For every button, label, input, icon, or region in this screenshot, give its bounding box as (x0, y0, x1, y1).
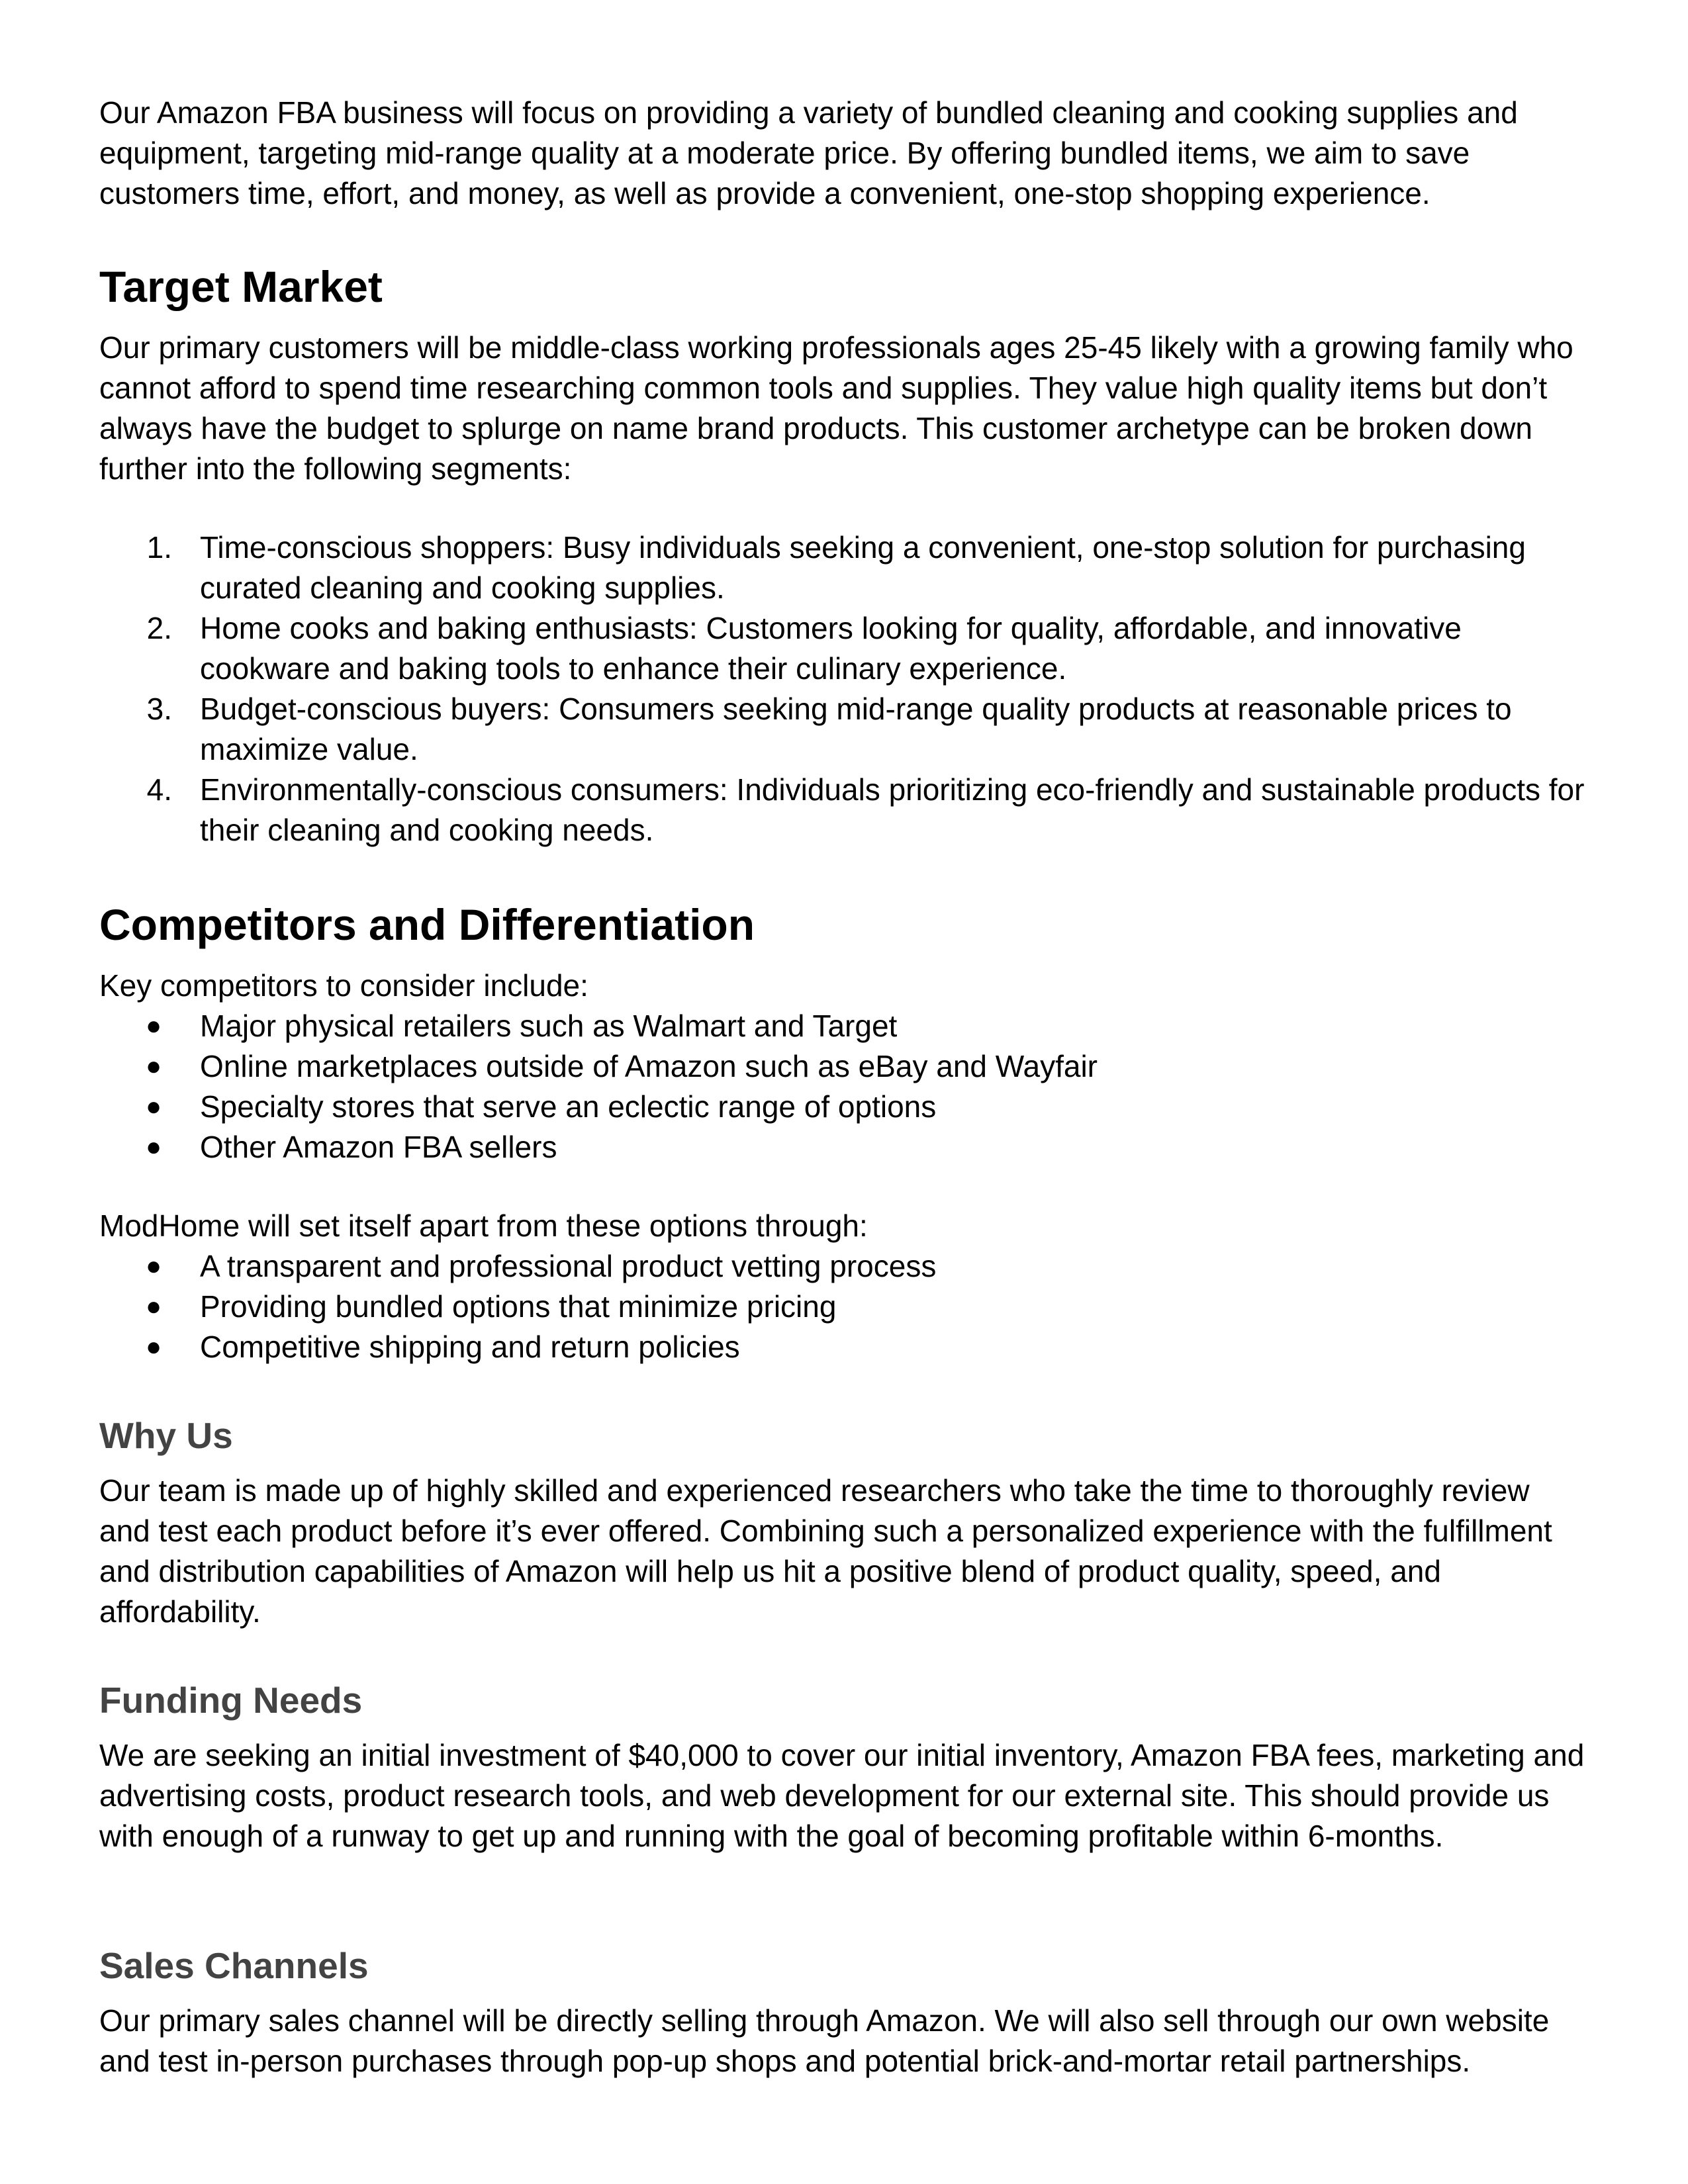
list-item-text: Online marketplaces outside of Amazon such as eBay and Wayfair (200, 1049, 1098, 1083)
list-number: 4. (146, 772, 172, 807)
list-item-text: Major physical retailers such as Walmart and Target (200, 1009, 898, 1043)
bullet-icon: ● (146, 1052, 162, 1081)
funding-needs-heading: Funding Needs (99, 1680, 363, 1721)
sales-channels-paragraph: Our primary sales channel will be directly selling through Amazon. We will also sell through our own website and test in-person purchases through pop-up shops and potential brick-and-mortar retail partnerships. (99, 2003, 1550, 2078)
list-number: 2. (146, 611, 172, 645)
list-item-text: Competitive shipping and return policies (200, 1330, 740, 1364)
list-item-text: Providing bundled options that minimize pricing (200, 1289, 837, 1324)
competitors-intro: Key competitors to consider include: (99, 968, 588, 1003)
list-item-text: Environmentally-conscious consumers: Individuals prioritizing eco-friendly and sustainable products for their cleaning and cooking needs. (200, 772, 1585, 847)
document-page (99, 93, 1589, 2081)
list-item (99, 770, 1589, 850)
list-item-text: Home cooks and baking enthusiasts: Customers looking for quality, affordable, and innovative cookware and baking tools to enhance their culinary experience. (200, 611, 1462, 686)
list-item (99, 1287, 1589, 1327)
list-item-text: Budget-conscious buyers: Consumers seeking mid-range quality products at reasonable prices to maximize value. (200, 692, 1512, 766)
list-number: 1. (146, 530, 172, 565)
funding-needs-paragraph: We are seeking an initial investment of $40,000 to cover our initial inventory, Amazon FBA fees, marketing and advertising costs, product research tools, and web development for our external site. This should provide us with enough of a runway to get up and running with the goal of becoming profitable within 6-months. (99, 1738, 1585, 1853)
intro-paragraph: Our Amazon FBA business will focus on providing a variety of bundled cleaning and cooking supplies and equipment, targeting mid-range quality at a moderate price. By offering bundled items, we aim to save customers time, effort, and money, as well as provide a convenient, one-stop shopping experience. (99, 95, 1518, 210)
bullet-icon: ● (146, 1251, 162, 1281)
list-item (99, 608, 1589, 689)
list-item (99, 689, 1589, 770)
bullet-icon: ● (146, 1092, 162, 1121)
bullet-icon: ● (146, 1332, 162, 1361)
bullet-icon: ● (146, 1011, 162, 1040)
list-item (99, 1006, 1589, 1046)
list-item (99, 1087, 1589, 1127)
competitors-list (99, 1006, 1589, 1167)
list-item (99, 1046, 1589, 1087)
segments-list (99, 527, 1589, 850)
competitors-heading: Competitors and Differentiation (99, 900, 755, 949)
why-us-paragraph: Our team is made up of highly skilled and experienced researchers who take the time to thoroughly review and test each product before it’s ever offered. Combining such a personalized experience with the fulfillment and distribution capabilities of Amazon will help us hit a positive blend of product quality, speed, and affordability. (99, 1473, 1552, 1629)
target-market-heading: Target Market (99, 262, 383, 311)
list-item (99, 1327, 1589, 1367)
list-item-text: A transparent and professional product vetting process (200, 1249, 937, 1283)
list-item (99, 1246, 1589, 1287)
list-item (99, 527, 1589, 608)
differentiators-list (99, 1246, 1589, 1367)
list-item-text: Time-conscious shoppers: Busy individuals seeking a convenient, one-stop solution for purchasing curated cleaning and cooking supplies. (200, 530, 1526, 605)
differentiation-intro: ModHome will set itself apart from these options through: (99, 1208, 868, 1243)
why-us-heading: Why Us (99, 1415, 233, 1456)
list-item-text: Specialty stores that serve an eclectic range of options (200, 1089, 937, 1124)
bullet-icon: ● (146, 1132, 162, 1161)
list-item (99, 1127, 1589, 1167)
list-item-text: Other Amazon FBA sellers (200, 1130, 557, 1164)
list-number: 3. (146, 692, 172, 726)
sales-channels-heading: Sales Channels (99, 1945, 369, 1986)
bullet-icon: ● (146, 1292, 162, 1321)
target-market-paragraph: Our primary customers will be middle-class working professionals ages 25-45 likely with a growing family who cannot afford to spend time researching common tools and supplies. They value high quality items but don’t always have the budget to splurge on name brand products. This customer archetype can be broken down further into the following segments: (99, 330, 1573, 486)
